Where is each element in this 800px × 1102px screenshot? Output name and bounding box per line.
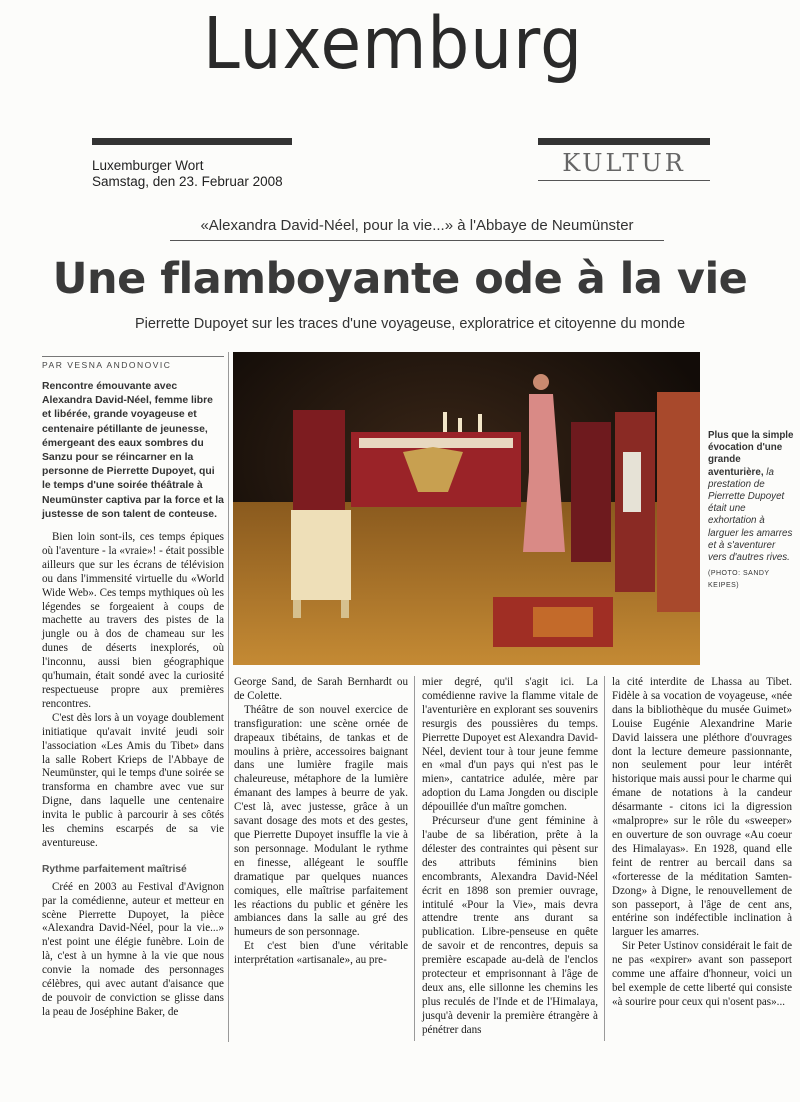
paragraph: Créé en 2003 au Festival d'Avignon par la comédienne, auteur et metteur en scène Pierrette Dupoyet, la pièce «Alexandra David-Néel, pour la vie...» n'est point une élégie funèbre. Loin de là, c'est à un hymne à la vie que nous convie la nomade des personnages célèbres, qui avec autant d'aisance que de pouvoir de conviction se glisse dans la peau de Joséphine Baker, de bbox=[42, 880, 224, 1018]
article-deck: Pierrette Dupoyet sur les traces d'une voyageuse, exploratrice et citoyenne du monde bbox=[134, 316, 686, 332]
stage-photo-image bbox=[233, 352, 700, 665]
section-label: KULTUR bbox=[538, 146, 710, 181]
text-column-2 bbox=[234, 676, 408, 968]
photo-credit: (PHOTO: SANDY KEIPES) bbox=[708, 570, 770, 590]
caption-text: la prestation de Pierrette Dupoyet était une exhortation à larguer les amarres et à s'aventurer vers d'autres rives. bbox=[708, 466, 793, 564]
paragraph: Précurseur d'une gent féminine à l'aube de sa libération, prête à la délester des contraintes qui pèsent sur des attributs féminins bien encombrants, Alexandra David-Néel écrit en 1898 son premier ouvrage, intitulé «Pour la Vie», mais devra attendre trente ans durant sa publication. Libre-penseuse en quête de savoir et de rencontres, depuis sa première escapade au-delà de l'enclos protecteur et emprisonnant à l'âge de deux ans, elle sillonne les chemins les plus reculés de l'Inde et de l'Himalaya, jusqu'à devenir la première étrangère à pénétrer dans bbox=[422, 815, 598, 1036]
subhead: Rythme parfaitement maîtrisé bbox=[42, 863, 187, 875]
paper-date: Samstag, den 23. Februar 2008 bbox=[92, 174, 283, 189]
draped-chair bbox=[291, 510, 351, 600]
text-column-3 bbox=[422, 676, 598, 1038]
paragraph: Et c'est bien d'une véritable interprétation «artisanale», au pre- bbox=[234, 940, 408, 967]
masthead-rule-right bbox=[538, 138, 710, 145]
paragraph: Théâtre de son nouvel exercice de transfiguration: une scène ornée de drapeaux tibétains, de tankas et de moulins à prière, accessoires baignant dans une lumière fragile mais chaleureuse, métaphore de la lumière émanant des lampes à beurre de yak. C'est là, avec justesse, grâce à un savant dosage des mots et des gestes, que Pierrette Dupoyet insuffle la vie à son personnage. Modulant le rythme en finesse, allégeant le souffle dramatique par quelques nuances comiques, elle maîtrise parfaitement les réactions du public et génère les ambiances dans la salle au gré des humeurs de son personnage. bbox=[234, 703, 408, 939]
paragraph: Bien loin sont-ils, ces temps épiques où l'aventure - la «vraie»! - était possible ailleurs que sur les écrans de télévision ou dans l'immensité virtuelle du «World Wide Web». Ces temps mythiques où les légendes se forgeaient à coups de machette au travers des pistes de la jungle ou à dos de chameau sur les dunes de déserts inexplorés, où l'inconnu, aussi bien géographique qu'humain, était sondé avec la curiosité respectueuse propre aux premières rencontres. bbox=[42, 531, 224, 710]
masthead-rule-left bbox=[92, 138, 292, 145]
article-kicker: «Alexandra David-Néel, pour la vie...» à l'Abbaye de Neumünster bbox=[170, 216, 664, 241]
article-intro: Rencontre émouvante avec Alexandra David-Néel, femme libre et libérée, grande voyageuse et centenaire pétillante de jeunesse, émergeant des eaux sombres du Sanzu pour se réincarner en la personne de Pierrette Dupoyet, qui le temps d'une soirée théâtrale à Neumünster captiva par la force et la justesse de son talent de conteuse. bbox=[42, 381, 224, 520]
paragraph: mier degré, qu'il s'agit ici. La comédienne ravive la flamme vitale de l'aventurière en explorant ses souvenirs resurgis des poussières du temps. Pierrette Dupoyet est Alexandra David-Néel, devient tour à tour jeune femme en «mal d'un pays qui n'est pas le mien», cantatrice adulée, mère par adoption du Lama Jongden ou disciple dépouillée d'un maître gomchen. bbox=[422, 676, 598, 814]
actress-head bbox=[533, 374, 549, 390]
paragraph: la cité interdite de Lhassa au Tibet. Fidèle à sa vocation de voyageuse, «née dans la bibliothèque du musée Guimet» Louise Eugénie Alexandrine Marie David laissera une pléthore d'ouvrages dont la lecture demeure passionnante, non seulement pour leur intérêt historique mais aussi pour le charme qui émane de notations à la candeur désarmante - citons ici la digression «malpropre» sur le rôle du «sweeper» en ouverture de son ouvrage «Au coeur des Himalayas». En 1928, quand elle feint de rentrer au bercail dans sa «forteresse de la méditation Samten-Dzong» à Digne, le renouvellement de son passeport, à l'âge de cent ans, entérine son indéfectible inclination à larguer les amarres. bbox=[612, 676, 792, 939]
paper-info bbox=[92, 158, 283, 190]
column-divider bbox=[228, 352, 229, 1042]
caption-lead: Plus que la simple évocation d'une grande aventurière, bbox=[708, 430, 794, 478]
paragraph: Sir Peter Ustinov considérait le fait de ne pas «expirer» avant son passeport comme une affaire d'honneur, voici un bel exemple de cette liberté qui consiste «à sourire pour ceux qui n'osent pas»... bbox=[612, 940, 792, 1008]
column-divider bbox=[604, 676, 605, 1041]
text-column-4 bbox=[612, 676, 792, 1010]
paper-name: Luxemburger Wort bbox=[92, 158, 204, 173]
photo-caption bbox=[708, 430, 796, 593]
byline: PAR VESNA ANDONOVIC bbox=[42, 356, 224, 370]
stage-photo bbox=[233, 352, 700, 665]
column-divider bbox=[414, 676, 415, 1041]
text-column-1 bbox=[42, 531, 224, 1020]
paragraph: George Sand, de Sarah Bernhardt ou de Colette. bbox=[234, 676, 408, 702]
paragraph: C'est dès lors à un voyage doublement initiatique qu'avait invité jeudi soir l'association «Les Amis du Tibet» dans la salle Robert Krieps de l'Abbaye de Neumünster, qui le temps d'une soirée se transforma en chambre avec vue sur Digne, dans laquelle une centenaire invita le public à parcourir à ses côtés les chemins escarpés de sa vie aventureuse. bbox=[42, 711, 224, 849]
masthead-city: Luxemburg bbox=[203, 1, 583, 86]
article-headline: Une flamboyante ode à la vie bbox=[52, 254, 748, 304]
left-drape bbox=[293, 410, 345, 520]
